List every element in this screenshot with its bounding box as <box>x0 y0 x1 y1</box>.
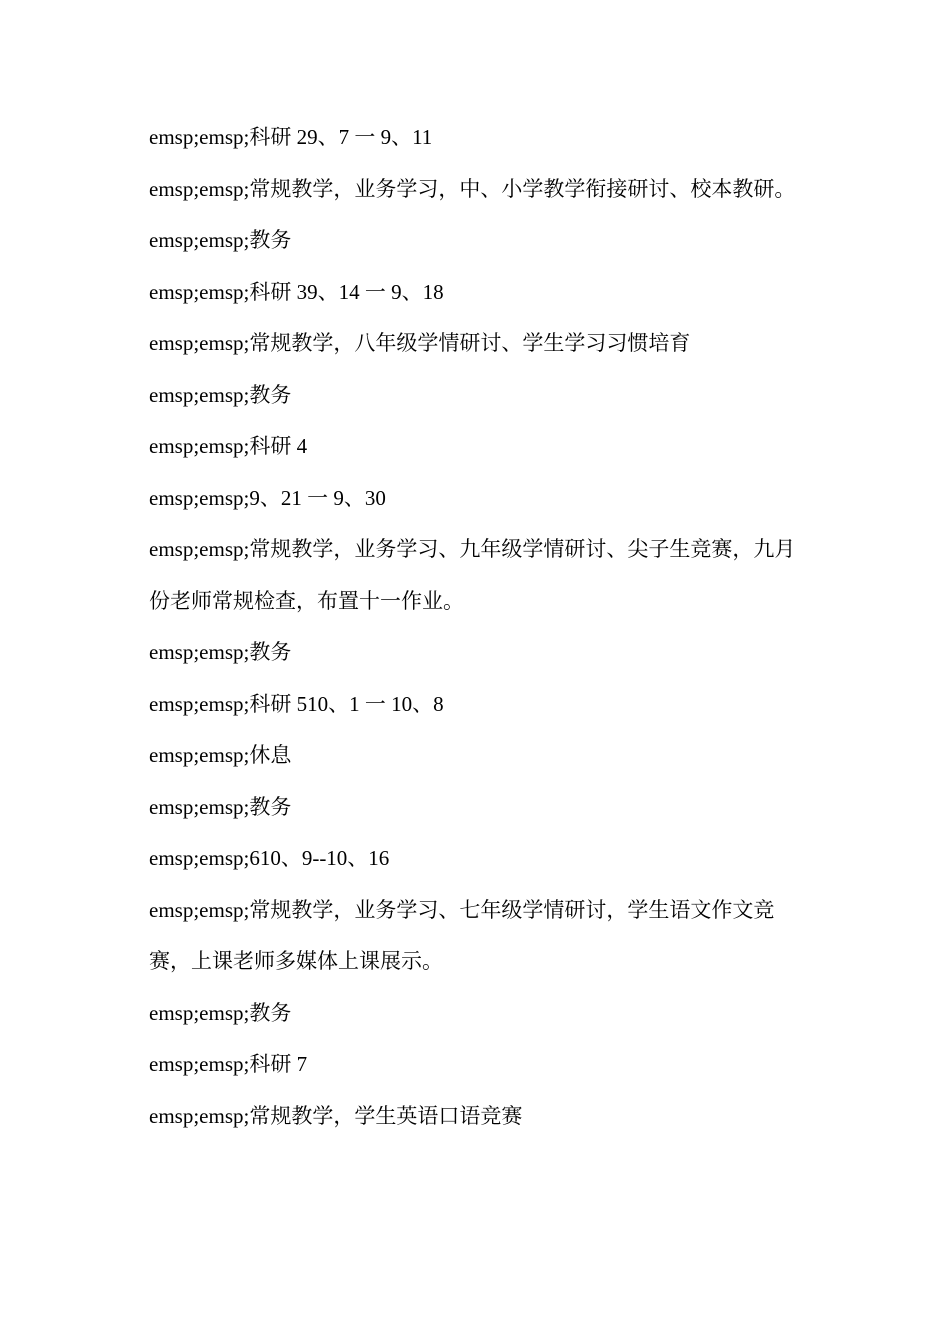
paragraph: emsp;emsp;教务 <box>149 382 292 407</box>
paragraph: emsp;emsp;科研 4 <box>149 434 308 458</box>
document-body <box>149 112 801 1142</box>
paragraph: emsp;emsp;教务 <box>149 1000 292 1025</box>
paragraph: emsp;emsp;教务 <box>149 228 292 252</box>
paragraph: emsp;emsp;常规教学，业务学习、九年级学情研讨、尖子生竞赛，九月份老师常规检查，布置十一作业。 <box>149 537 796 613</box>
paragraph: emsp;emsp;科研 7 <box>149 1052 308 1076</box>
paragraph: emsp;emsp;科研 39、14 一 9、18 <box>149 279 444 304</box>
paragraph: emsp;emsp;教务 <box>149 794 292 819</box>
paragraph: emsp;emsp;科研 29、7 一 9、11 <box>149 125 433 149</box>
paragraph: emsp;emsp;科研 510、1 一 10、8 <box>149 691 444 716</box>
paragraph: emsp;emsp;常规教学，业务学习，中、小学教学衔接研讨、校本教研。 <box>149 176 796 201</box>
paragraph: emsp;emsp;教务 <box>149 640 292 664</box>
paragraph: emsp;emsp;休息 <box>149 743 292 767</box>
paragraph: emsp;emsp;610、9--10、16 <box>149 846 390 870</box>
paragraph: emsp;emsp;常规教学，学生英语口语竞赛 <box>149 1103 523 1128</box>
paragraph: emsp;emsp;常规教学，业务学习、七年级学情研讨，学生语文作文竞赛，上课老师多媒体上课展示。 <box>149 897 775 973</box>
paragraph: emsp;emsp;常规教学，八年级学情研讨、学生学习习惯培育 <box>149 331 691 355</box>
paragraph: emsp;emsp;9、21 一 9、30 <box>149 485 386 510</box>
